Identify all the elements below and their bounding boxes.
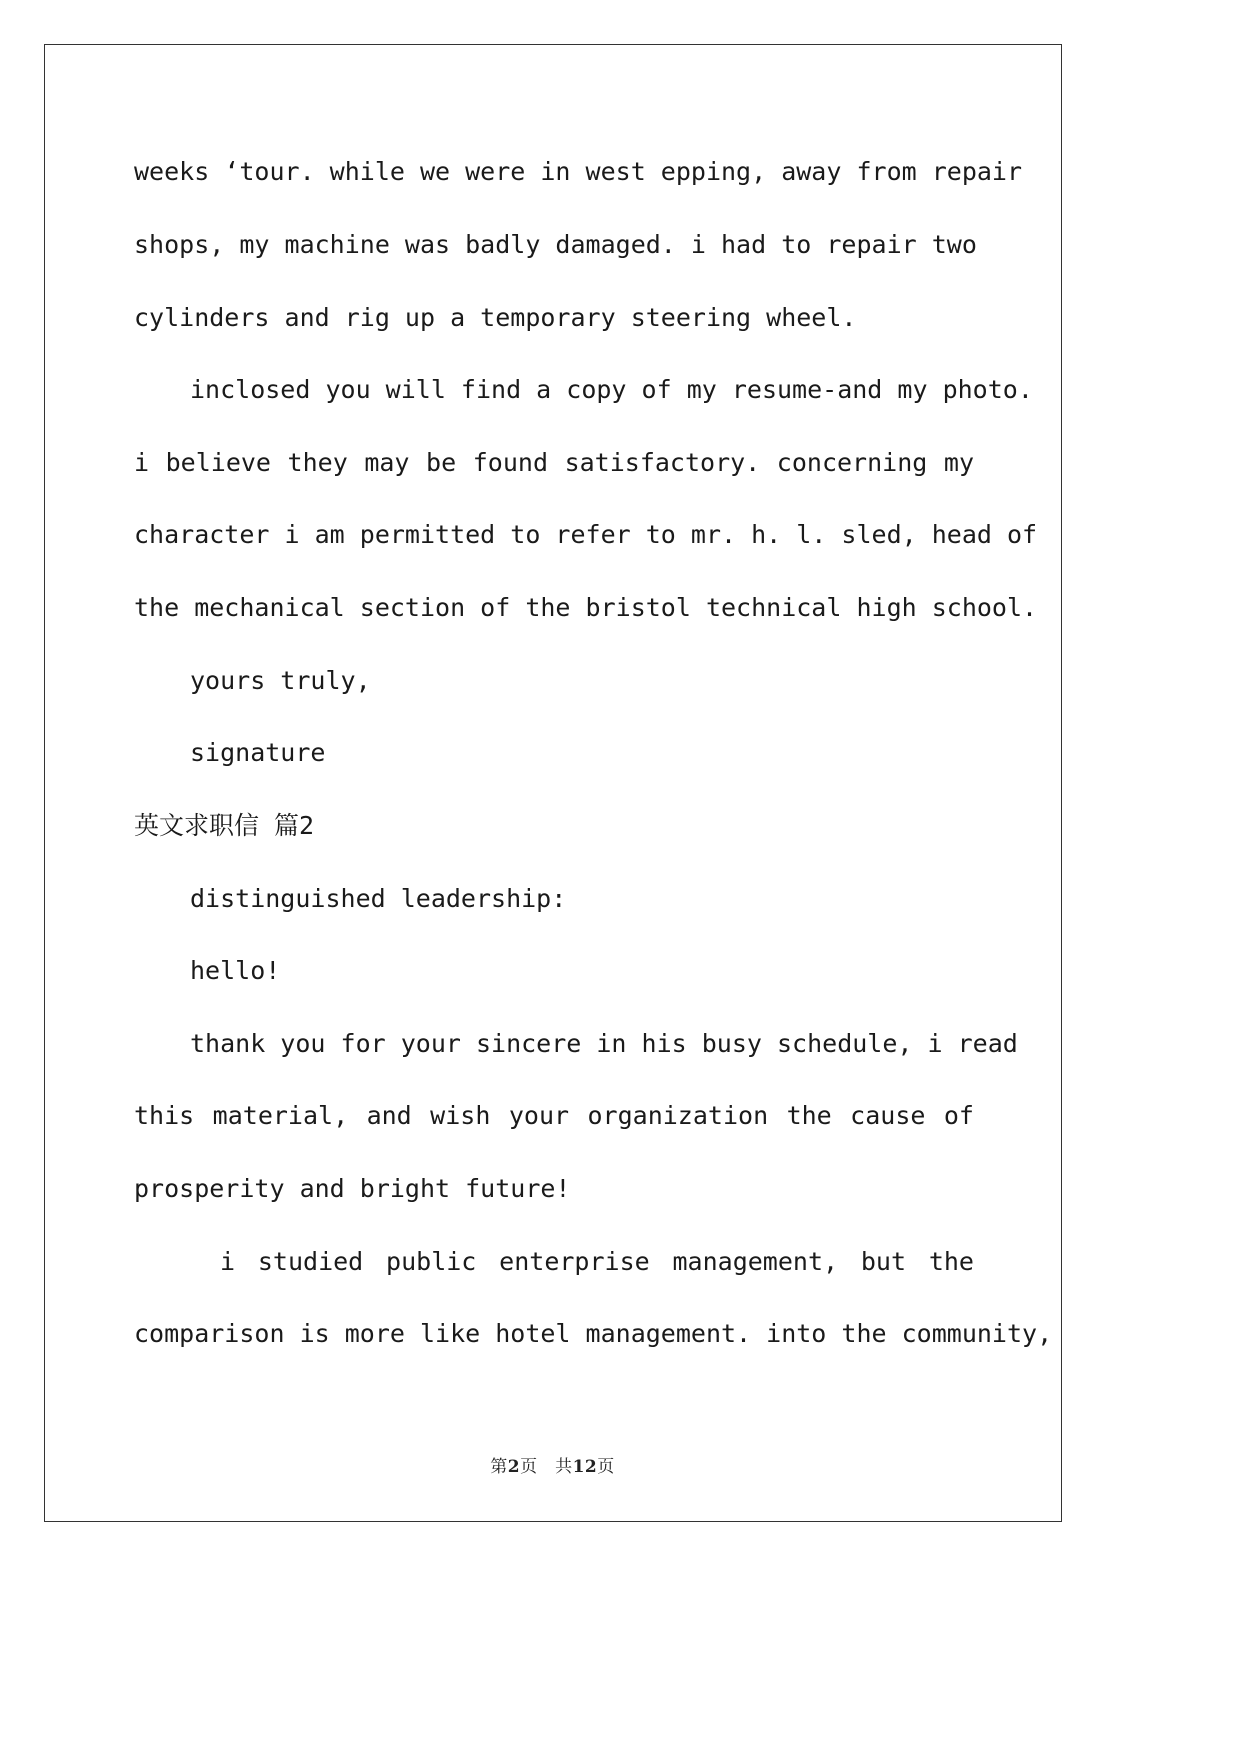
- body-line: thank you for your sincere in his busy schedule, i read: [190, 1029, 1018, 1058]
- body-line: character i am permitted to refer to mr. h. l. sled, head of: [134, 520, 1038, 549]
- body-line: prosperity and bright future!: [134, 1174, 571, 1203]
- body-line: this material, and wish your organization the cause of: [134, 1101, 974, 1130]
- page-border: [44, 44, 1062, 1522]
- body-line: cylinders and rig up a temporary steering wheel.: [134, 303, 857, 332]
- salutation-line: distinguished leadership:: [190, 884, 567, 913]
- signature-line: signature: [190, 738, 326, 767]
- footer-page-total: 12: [572, 1457, 598, 1477]
- body-line: comparison is more like hotel management. into the community,: [134, 1319, 1053, 1348]
- body-line: i believe they may be found satisfactory. concerning my: [134, 448, 974, 477]
- footer-prefix: 第: [490, 1457, 508, 1477]
- footer-suffix: 页: [597, 1457, 615, 1477]
- body-line: weeks ‘tour. while we were in west epping, away from repair: [134, 157, 1023, 186]
- closing-line: yours truly,: [190, 666, 371, 695]
- footer-middle: 页 共: [520, 1457, 573, 1477]
- section-heading: 英文求职信 篇2: [134, 811, 315, 840]
- body-line: inclosed you will find a copy of my resume-and my photo.: [190, 375, 1033, 404]
- body-line: i studied public enterprise management, but the: [220, 1247, 974, 1276]
- footer-page-number: 2: [507, 1457, 521, 1477]
- greeting-line: hello!: [190, 956, 281, 985]
- body-line: shops, my machine was badly damaged. i had to repair two: [134, 230, 977, 259]
- page-footer: [0, 1452, 1105, 1477]
- body-line: the mechanical section of the bristol technical high school.: [134, 593, 1038, 622]
